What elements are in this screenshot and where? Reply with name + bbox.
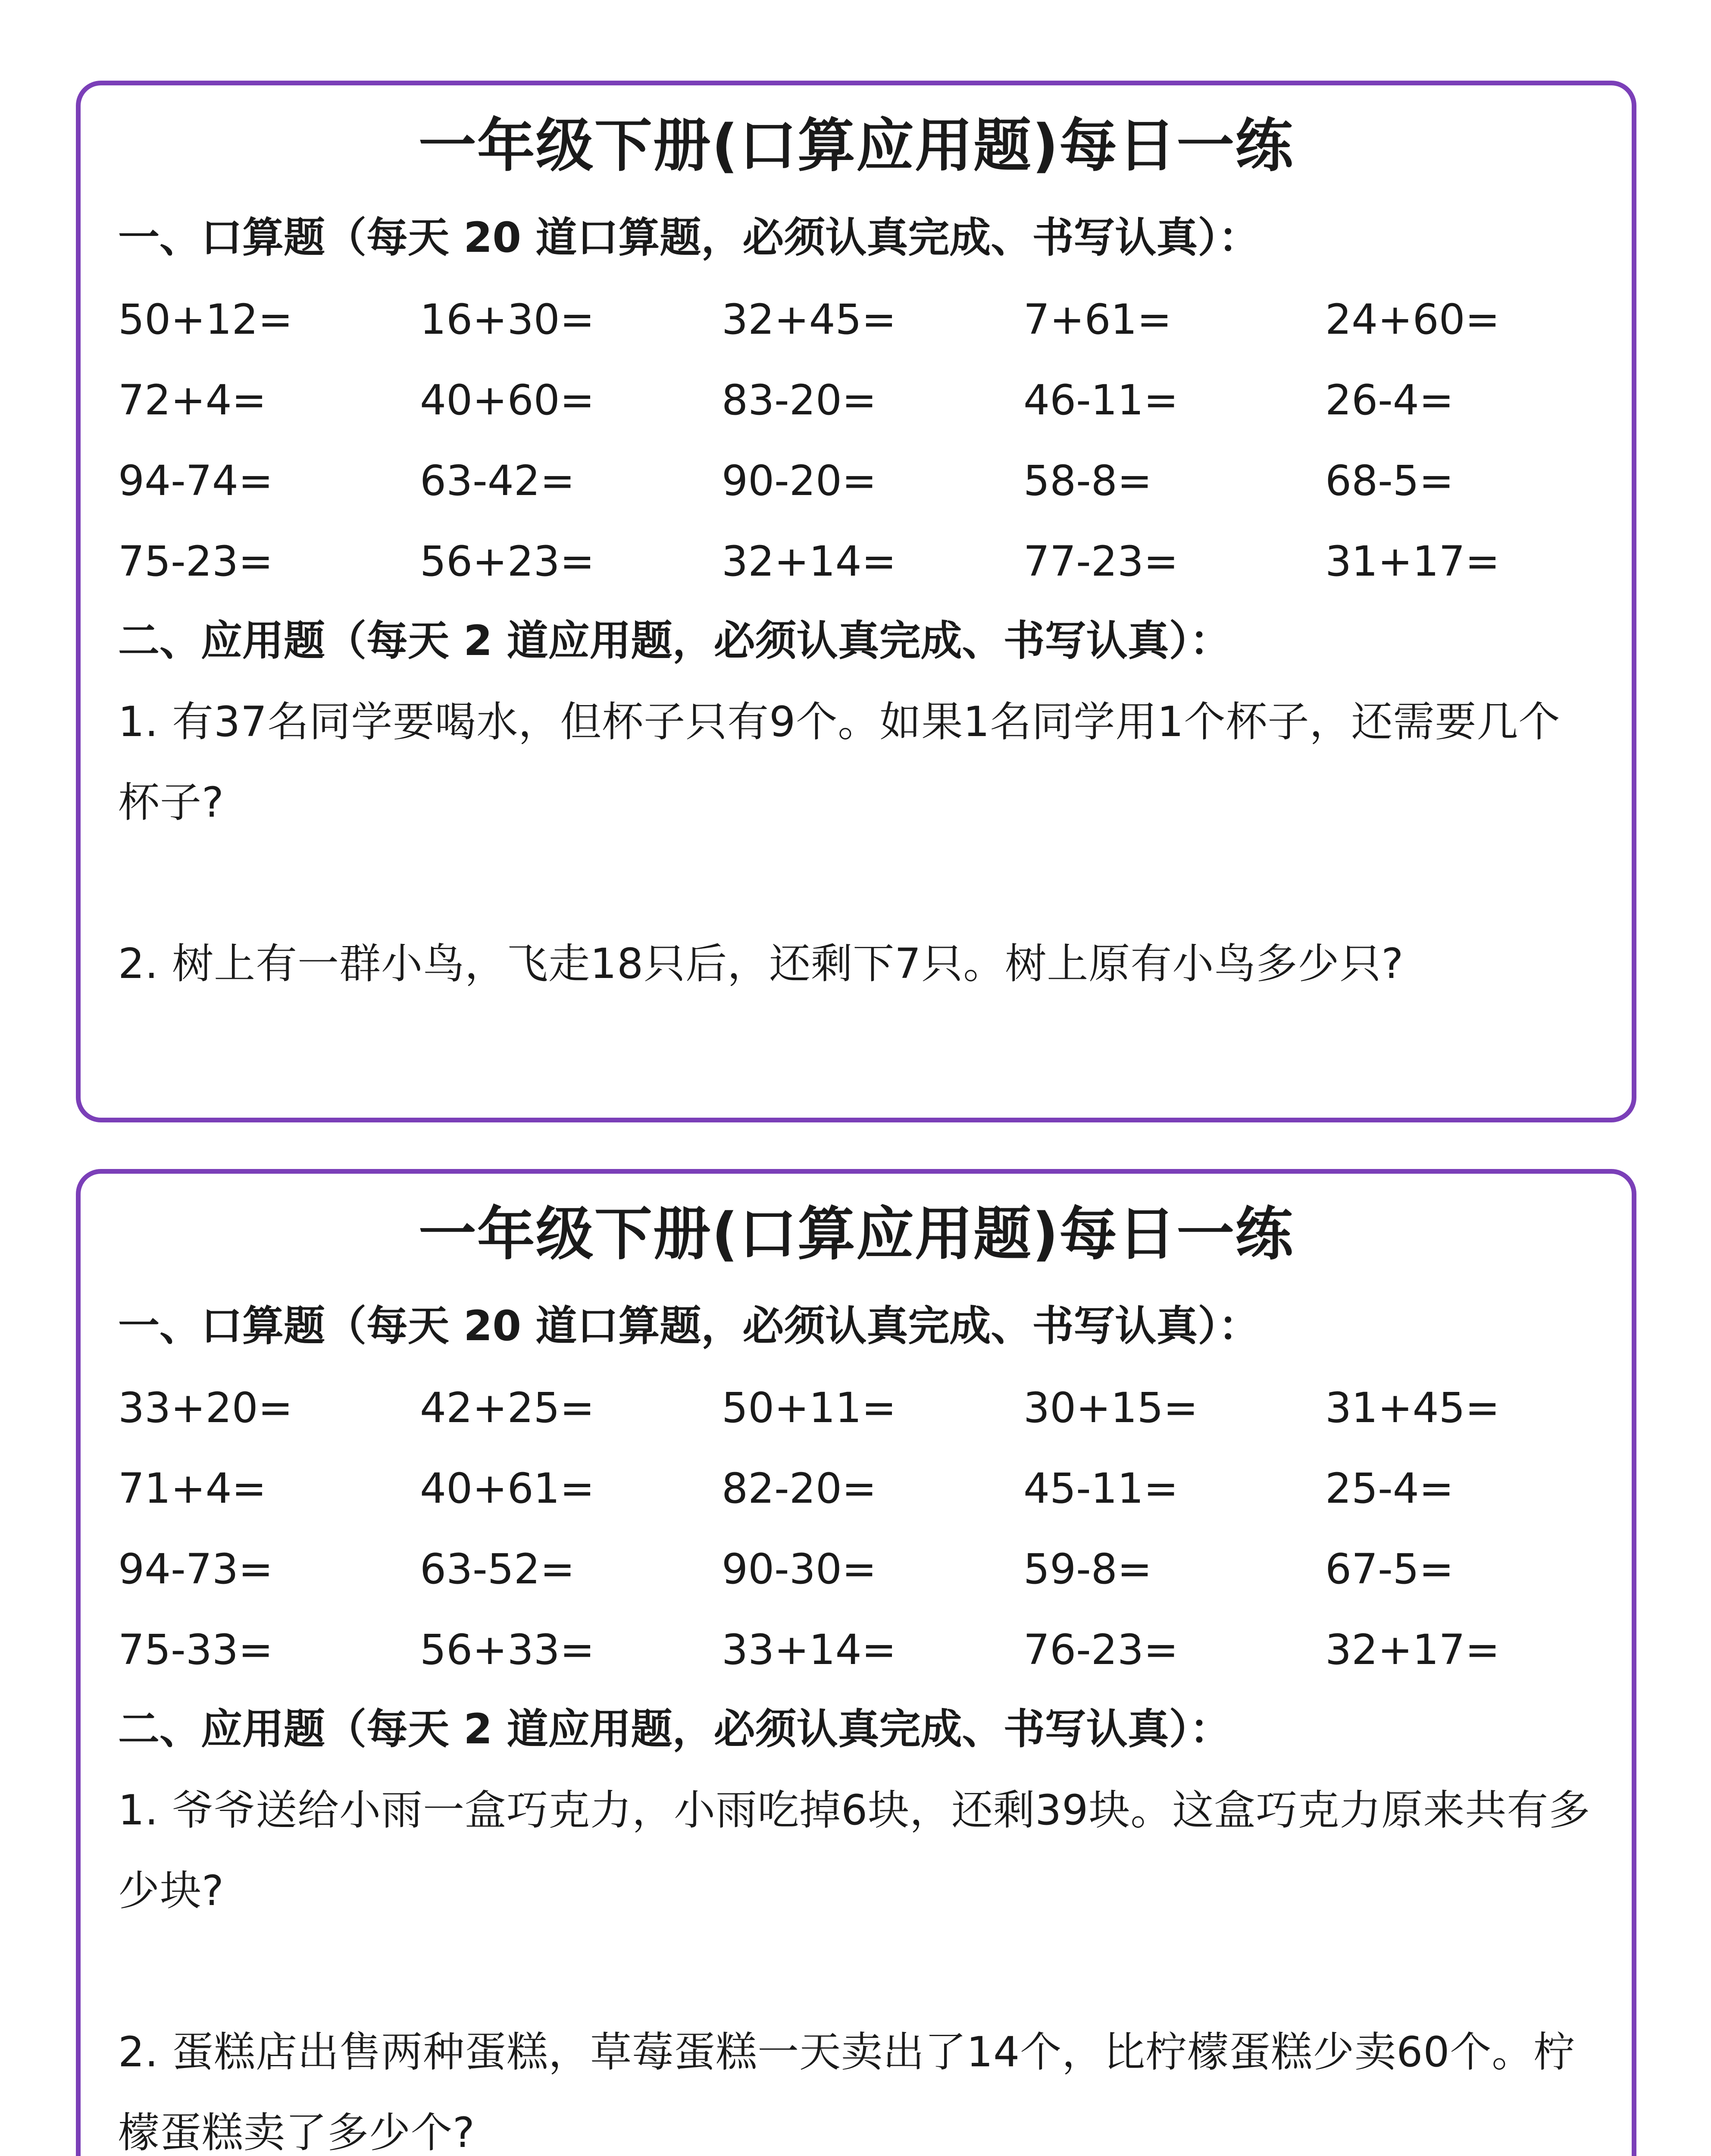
mental-math-grid bbox=[118, 1384, 1627, 1710]
word-problem-1: 1. 爷爷送给小雨一盒巧克力，小雨吃掉6块，还剩39块。这盒巧克力原来共有多少块? bbox=[118, 1786, 1591, 1915]
mental-math-heading: 一、口算题（每天 20 道口算题，必须认真完成、书写认真）： bbox=[118, 1302, 1260, 1350]
math-problem: 63-52= bbox=[420, 1545, 575, 1593]
math-problem: 75-23= bbox=[118, 537, 273, 586]
math-problem: 56+33= bbox=[420, 1626, 595, 1674]
math-problem: 25-4= bbox=[1325, 1464, 1454, 1513]
math-problem: 24+60= bbox=[1325, 295, 1500, 344]
worksheet-card-1 bbox=[76, 81, 1636, 1122]
math-problem: 32+14= bbox=[722, 537, 897, 586]
math-problem: 90-20= bbox=[722, 457, 877, 505]
worksheet-card-2 bbox=[76, 1169, 1636, 2156]
math-problem: 67-5= bbox=[1325, 1545, 1454, 1593]
worksheet-title: 一年级下册(口算应用题)每日一练 bbox=[418, 1200, 1294, 1268]
math-problem: 42+25= bbox=[420, 1384, 595, 1432]
math-problem: 63-42= bbox=[420, 457, 575, 505]
math-problem: 32+45= bbox=[722, 295, 897, 344]
word-problem-2: 2. 树上有一群小鸟，飞走18只后，还剩下7只。树上原有小鸟多少只? bbox=[118, 940, 1404, 988]
math-problem: 77-23= bbox=[1023, 537, 1179, 586]
worksheet-title: 一年级下册(口算应用题)每日一练 bbox=[418, 112, 1294, 179]
math-problem: 31+17= bbox=[1325, 537, 1500, 586]
math-problem: 50+11= bbox=[722, 1384, 897, 1432]
math-problem: 32+17= bbox=[1325, 1626, 1500, 1674]
math-problem: 33+14= bbox=[722, 1626, 897, 1674]
math-problem: 30+15= bbox=[1023, 1384, 1198, 1432]
mental-math-heading: 一、口算题（每天 20 道口算题，必须认真完成、书写认真）： bbox=[118, 213, 1260, 262]
math-problem: 90-30= bbox=[722, 1545, 877, 1593]
word-problem-2: 2. 蛋糕店出售两种蛋糕，草莓蛋糕一天卖出了14个，比柠檬蛋糕少卖60个。柠檬蛋糕卖了多少个? bbox=[118, 2028, 1576, 2156]
math-problem: 45-11= bbox=[1023, 1464, 1179, 1513]
math-problem: 75-33= bbox=[118, 1626, 273, 1674]
math-problem: 59-8= bbox=[1023, 1545, 1152, 1593]
math-problem: 58-8= bbox=[1023, 457, 1152, 505]
math-problem: 33+20= bbox=[118, 1384, 293, 1432]
word-problem-1: 1. 有37名同学要喝水，但杯子只有9个。如果1名同学用1个杯子，还需要几个杯子? bbox=[118, 698, 1561, 827]
math-problem: 50+12= bbox=[118, 295, 293, 344]
math-problem: 94-73= bbox=[118, 1545, 273, 1593]
math-problem: 26-4= bbox=[1325, 376, 1454, 424]
math-problem: 31+45= bbox=[1325, 1384, 1500, 1432]
math-problem: 76-23= bbox=[1023, 1626, 1179, 1674]
math-problem: 46-11= bbox=[1023, 376, 1179, 424]
math-problem: 56+23= bbox=[420, 537, 595, 586]
word-problem-heading: 二、应用题（每天 2 道应用题，必须认真完成、书写认真）： bbox=[118, 1705, 1231, 1753]
math-problem: 94-74= bbox=[118, 457, 273, 505]
word-problem-heading: 二、应用题（每天 2 道应用题，必须认真完成、书写认真）： bbox=[118, 617, 1231, 665]
math-problem: 16+30= bbox=[420, 295, 595, 344]
math-problem: 40+61= bbox=[420, 1464, 595, 1513]
math-problem: 72+4= bbox=[118, 376, 267, 424]
math-problem: 40+60= bbox=[420, 376, 595, 424]
mental-math-grid bbox=[118, 295, 1627, 621]
math-problem: 7+61= bbox=[1023, 295, 1172, 344]
math-problem: 68-5= bbox=[1325, 457, 1454, 505]
math-problem: 82-20= bbox=[722, 1464, 877, 1513]
math-problem: 71+4= bbox=[118, 1464, 267, 1513]
math-problem: 83-20= bbox=[722, 376, 877, 424]
